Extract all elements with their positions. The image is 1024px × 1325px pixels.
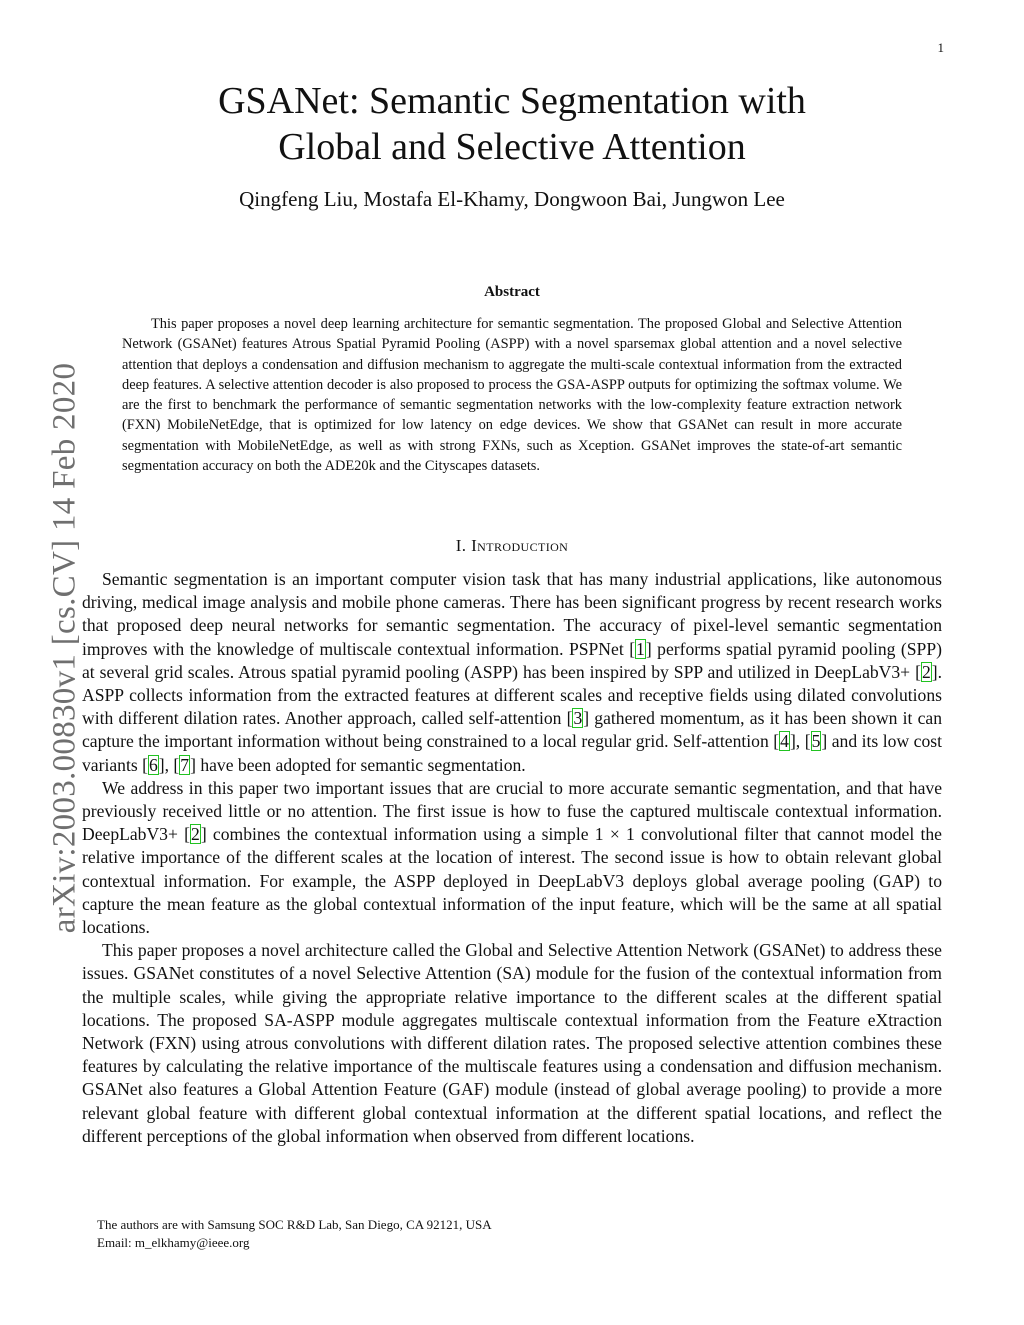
citation-link[interactable]: 7 [180, 754, 190, 775]
arxiv-identifier-stamp: arXiv:2003.00830v1 [cs.CV] 14 Feb 2020 [46, 362, 83, 934]
text-run: and its low cost variants [82, 731, 943, 775]
abstract-text: This paper proposes a novel deep learning architecture for semantic segmentation. The proposed Global and Selective Attention Network (GSANet) features Atrous Spatial Pyramid Pooling (ASPP) with a novel sparsemax global attention and a novel selective attention that deploys a condensation and diffusion mechanism to aggregate the multi-scale contextual information from the extracted deep features. A selective attention decoder is also proposed to process the GSA-ASPP outputs for optimizing the softmax volume. We are the first to benchmark the performance of semantic segmentation networks with the low-complexity feature extraction network (FXN) MobileNetEdge, that is optimized for low latency on edge devices. We show that GSANet can result in more accurate segmentation with MobileNetEdge, as well as with strong FXNs, such as Xception. GSANet improves the state-of-art semantic segmentation accuracy on both the ADE20k and the Cityscapes datasets. [122, 316, 902, 475]
text-run: gathered momentum, as it has been shown it can capture the important information without being constrained to a local regular grid. Self-attention [82, 708, 943, 752]
text-run: have been adopted for semantic segmentation. [195, 754, 526, 775]
page-number: 1 [937, 40, 944, 55]
citation-link[interactable]: 3 [573, 708, 583, 729]
section-heading-introduction [0, 536, 1024, 556]
title-line-2: Global and Selective Attention [278, 126, 746, 168]
citation-link[interactable]: 1 [636, 638, 645, 659]
text-run: , [795, 731, 805, 752]
section-number: I. [455, 536, 467, 555]
title-line-1: GSANet: Semantic Segmentation with [218, 80, 806, 122]
citation-link[interactable]: 2 [191, 824, 200, 845]
paper-title [0, 78, 1024, 170]
text-run: Semantic segmentation is an important computer vision task that has many industrial applications, like autonomous driving, medical image analysis and mobile phone cameras. There has been significant progress by recent research works that proposed deep neural networks for semantic segmentation. The accuracy of pixel-level semantic segmentation improves with the knowledge of multiscale contextual information. PSPNet [82, 569, 942, 659]
author-footnote [97, 1216, 492, 1252]
text-run: , [164, 754, 174, 775]
footnote-email: Email: m_elkhamy@ieee.org [97, 1235, 250, 1250]
paragraph-2: We address in this paper two important issues that are crucial to more accurate semantic segmentation, and that have previously received little or no attention. The first issue is how to fuse the captured multiscale contextual information. DeepLabV3+ [2] combines the contextual information using a simple 1 × 1 convolutional filter that cannot model the relative importance of the different scales at the location of interest. The second issue is how to obtain relevant global contextual information. For example, the ASPP deployed in DeepLabV3 deploys global average pooling (GAP) to capture the mean feature as the global contextual information of the input feature, which will be the same at all spatial locations. [82, 777, 942, 938]
section-title: Introduction [471, 536, 569, 555]
paragraph-1: Semantic segmentation is an important computer vision task that has many industrial applications, like autonomous driving, medical image analysis and mobile phone cameras. There has been significant progress by recent research works that proposed deep neural networks for semantic segmentation. The accuracy of pixel-level semantic segmentation improves with the knowledge of multiscale contextual information. PSPNet [1] performs spatial pyramid pooling (SPP) at several grid scales. Atrous spatial pyramid pooling (ASPP) has been inspired by SPP and utilized in DeepLabV3+ [2]. ASPP collects information from the extracted features at different scales and receptive fields using dilated convolutions with different dilation rates. Another approach, called self-attention [3] gathered momentum, as it has been shown it can capture the important information without being constrained to a local regular grid. Self-attention [4], [5] and its low cost variants [6], [7] have been adopted for semantic segmentation. [82, 569, 943, 775]
text-run: . ASPP collects information from the extracted features at different scales and receptive fields using dilated convolutions with different dilation rates. Another approach, called self-attention [82, 661, 942, 729]
text-run: We address in this paper two important issues that are crucial to more accurate semantic segmentation, and that have previously received little or no attention. The first issue is how to fuse the captured multiscale contextual information. DeepLabV3+ [82, 777, 942, 845]
text-run: combines the contextual information using a simple 1 × 1 convolutional filter that cannot model the relative importance of the different scales at the location of interest. The second issue is how to obtain relevant global contextual information. For example, the ASPP deployed in DeepLabV3 deploys global average pooling (GAP) to capture the mean feature as the global contextual information of the input feature, which will be the same at all spatial locations. [82, 824, 942, 938]
text-run: performs spatial pyramid pooling (SPP) at several grid scales. Atrous spatial pyramid pooling (ASPP) has been inspired by SPP and utilized in DeepLabV3+ [82, 638, 942, 682]
citation-link[interactable]: 2 [921, 661, 931, 682]
citation-link[interactable]: 4 [780, 731, 789, 752]
author-list: Qingfeng Liu, Mostafa El-Khamy, Dongwoon Bai, Jungwon Lee [239, 187, 785, 211]
footnote-affiliation: The authors are with Samsung SOC R&D Lab, San Diego, CA 92121, USA [97, 1217, 492, 1232]
citation-link[interactable]: 6 [148, 754, 158, 775]
paragraph-3: This paper proposes a novel architecture called the Global and Selective Attention Network (GSANet) to address these issues. GSANet constitutes of a novel Selective Attention (SA) module for the fusion of the contextual information from the multiple scales, while giving the appropriate relative importance to the different scales at the different spatial locations. The proposed SA-ASPP module aggregates multiscale contextual information from the Feature eXtraction Network (FXN) using atrous convolutions with different dilation rates. The proposed selective attention combines these features by calculating the relative importance of the multiscale features using a condensation and diffusion mechanism. GSANet also features a Global Attention Feature (GAF) module (instead of global average pooling) to provide a more relevant global feature with different global contextual information at the different spatial locations, and reflect the different perceptions of the global information when observed from different locations. [82, 940, 942, 1146]
introduction-body [82, 568, 942, 1148]
abstract-heading: Abstract [484, 284, 540, 300]
citation-link[interactable]: 5 [811, 731, 821, 752]
